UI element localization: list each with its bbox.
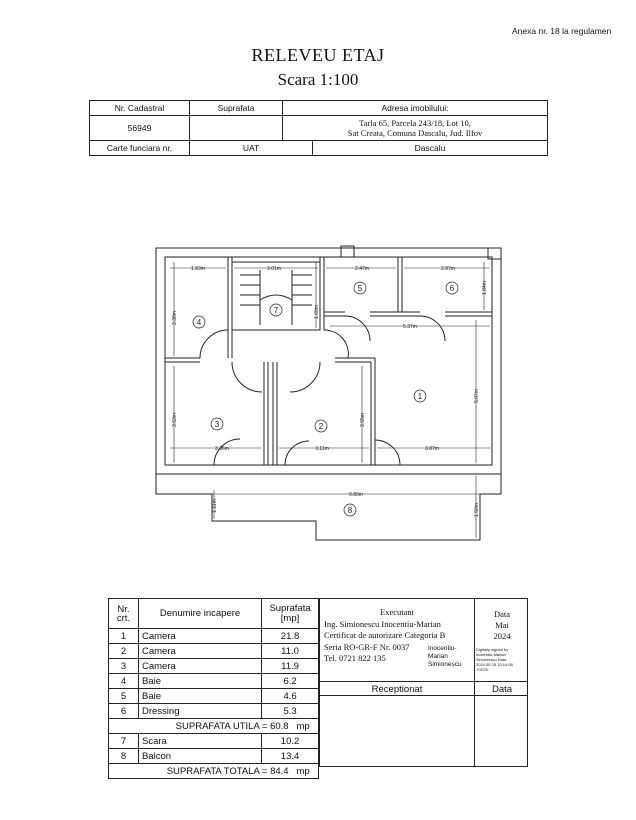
dim-2-87: 2.87m [441,266,455,272]
dim-5-07: 5.07m [474,389,480,403]
executant-phone: Tel. 0721 822 135 [324,653,386,663]
col-header-area: Suprafata [mp] [262,599,319,629]
row-area: 10.2 [262,734,319,749]
room-number-7: 7 [273,306,279,315]
table-row [109,629,319,644]
row-name: Baie [139,674,262,689]
executant-label: Executant [380,607,414,617]
row-area: 5.3 [262,704,319,719]
useful-area-value: 60.8 [270,720,289,732]
row-name: Baie [139,689,262,704]
address-value [283,116,548,141]
address-line-1: Tarla 65, Parcela 243/18, Lot 10, [359,118,471,128]
room-number-labels [193,282,458,516]
address-line-2: Sat Creata, Comuna Dascalu, Jud. Ilfov [347,128,483,138]
row-name: Balcon [139,749,262,764]
row-nr: 1 [109,629,139,644]
useful-area-label: SUPRAFATA UTILA = [175,720,268,732]
row-nr: 4 [109,674,139,689]
row-name: Camera [139,644,262,659]
useful-area-row [109,719,319,734]
dim-1-84: 1.84m [482,281,488,295]
dim-3-11: 3.11m [315,446,329,452]
row-area: 13.4 [262,749,319,764]
dimension-labels [172,266,488,517]
room-number-6: 6 [449,284,455,293]
room-number-4: 4 [196,318,202,327]
cadastral-number: 56949 [90,116,190,141]
dim-3-55: 3.55m [360,413,366,427]
table-row [109,689,319,704]
rooms-table [108,598,319,779]
outer-wall [156,248,501,474]
cadastral-label: Nr. Cadastral [90,101,190,116]
dim-3-87: 3.87m [425,446,439,452]
row-name: Scara [139,734,262,749]
signature-line-3: Simionescu [428,661,462,668]
address-label: Adresa imobilului: [283,101,548,116]
row-nr: 2 [109,644,139,659]
row-nr: 5 [109,689,139,704]
table-row [109,674,319,689]
inner-wall [165,257,492,465]
room-number-2: 2 [318,422,324,431]
row-name: Camera [139,659,262,674]
uat-label: UAT [190,141,313,156]
row-area: 11.0 [262,644,319,659]
dim-1-50: 1.50m [474,503,480,517]
dim-3-38: 3.38m [172,311,178,325]
room-number-8: 8 [347,506,353,515]
row-name: Camera [139,629,262,644]
total-area-unit: mp [296,765,310,777]
total-area-cell [109,764,319,779]
dim-9-80: 9.80m [349,492,363,498]
col-header-nr: Nr. crt. [109,599,139,629]
land-book-label: Carte funciara nr. [90,141,190,156]
row-name: Dressing [139,704,262,719]
dim-1-83: 1.83m [191,266,205,272]
signature-line-2: Marian [428,653,448,660]
room-number-1: 1 [417,392,423,401]
annex-note: Anexa nr. 18 la regulamen [512,26,612,36]
page-scale: Scara 1:100 [277,70,359,89]
signature-line-1: Inocentiu- [428,645,457,652]
executant-name: Ing. Simionescu Inocentiu-Marian [324,619,441,629]
date-year: 2024 [493,631,511,641]
row-area: 4.6 [262,689,319,704]
dim-3-36: 3.36m [215,446,229,452]
executant-box [319,598,528,767]
dim-1-60: 1.60m [314,305,320,319]
table-row [109,749,319,764]
row-nr: 7 [109,734,139,749]
dim-2-47: 2.47m [355,266,369,272]
row-area: 6.2 [262,674,319,689]
dim-5-37: 5.37m [403,324,417,330]
date-label: Data [493,609,511,619]
executant-series: Seria RO-GR-F Nr. 0037 [324,642,410,652]
dim-3-01: 3.01m [267,266,281,272]
total-area-value: 84.4 [270,765,289,777]
useful-area-unit: mp [296,720,310,732]
total-area-row [109,764,319,779]
table-row [109,644,319,659]
surface-value [190,116,283,141]
signature-name [428,645,462,669]
row-nr: 8 [109,749,139,764]
receptionat-date-label: Data [491,684,513,695]
room-number-3: 3 [214,420,220,429]
row-nr: 6 [109,704,139,719]
dim-3-53: 3.53m [172,413,178,427]
row-area: 11.9 [262,659,319,674]
executant-certificate: Certificat de autorizare Categoria B [324,630,446,640]
col-header-name: Denumire incapere [139,599,262,629]
total-area-label: SUPRAFATA TOTALA = [166,765,268,777]
row-nr: 3 [109,659,139,674]
property-info-table [89,100,548,156]
page-title: RELEVEU ETAJ [251,45,385,65]
dim-1-11: 1.11m [212,499,218,513]
surface-label: Suprafata [190,101,283,116]
uat-value: Dascalu [313,141,548,156]
room-number-5: 5 [357,284,363,293]
floor-plan [150,244,505,544]
row-area: 21.8 [262,629,319,644]
table-row [109,659,319,674]
useful-area-cell [109,719,319,734]
table-row [109,704,319,719]
receptionat-label: Receptionat [371,684,423,695]
table-row [109,734,319,749]
digital-signature-note: Digitally signed by Inocentiu-Marian Simionescu Date: 2024.05.25 13:14:08 +03'00' [476,647,513,672]
date-month: Mai [495,620,509,630]
